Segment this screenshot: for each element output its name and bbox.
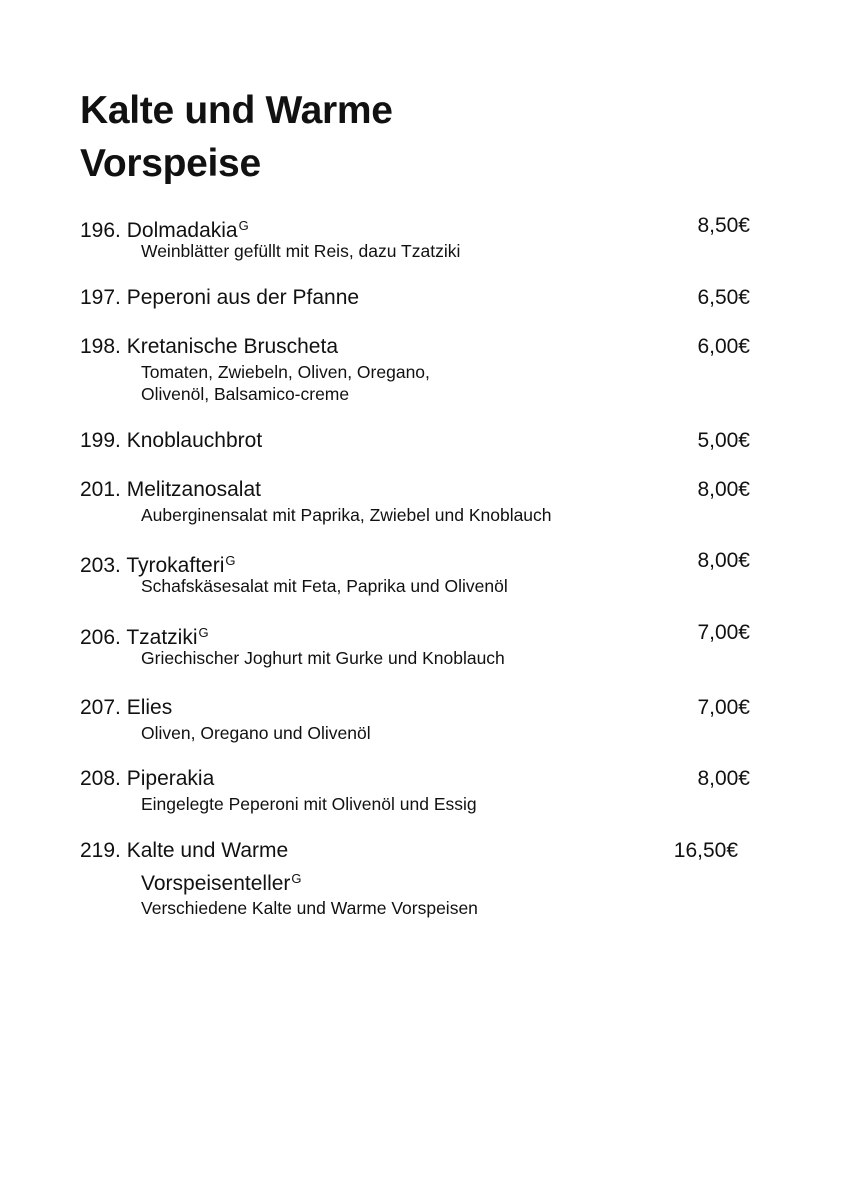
item-number: 207. xyxy=(80,696,121,719)
item-description: Oliven, Oregano und Olivenöl xyxy=(141,723,371,743)
item-title xyxy=(80,554,236,577)
item-description: Griechischer Joghurt mit Gurke und Knoblauch xyxy=(141,648,505,668)
item-number: 197. xyxy=(80,286,121,309)
item-name: Kalte und Warme xyxy=(126,839,289,862)
item-number: 208. xyxy=(80,767,121,790)
item-name: Peperoni aus der Pfanne xyxy=(126,286,360,309)
item-tag: G xyxy=(198,625,209,640)
item-price: 8,00€ xyxy=(697,767,750,790)
item-name: Tzatziki xyxy=(126,626,198,649)
item-tag: G xyxy=(225,553,236,568)
item-price: 8,00€ xyxy=(697,478,750,501)
menu-item-206 xyxy=(80,619,750,669)
item-number: 198. xyxy=(80,335,121,358)
item-name: Dolmadakia xyxy=(126,219,238,242)
menu-item-199 xyxy=(80,427,750,455)
item-description-line2: Olivenöl, Balsamico-creme xyxy=(141,384,350,404)
item-price: 7,00€ xyxy=(697,696,750,719)
item-title xyxy=(80,626,209,649)
item-title xyxy=(80,767,214,790)
item-number: 203. xyxy=(80,554,121,577)
menu-item-208 xyxy=(80,765,750,815)
item-name: Piperakia xyxy=(126,767,215,790)
item-name: Tyrokafteri xyxy=(126,554,225,577)
menu-item-196 xyxy=(80,212,750,262)
menu-item-207 xyxy=(80,694,750,744)
item-price: 8,50€ xyxy=(697,214,750,237)
item-price: 8,00€ xyxy=(697,549,750,572)
item-description: Tomaten, Zwiebeln, Oliven, Oregano, xyxy=(141,362,430,382)
menu-item-197 xyxy=(80,284,750,312)
item-number: 219. xyxy=(80,839,121,862)
item-number: 206. xyxy=(80,626,121,649)
item-title xyxy=(80,478,261,501)
menu-item-219 xyxy=(80,837,738,919)
item-name-continued xyxy=(141,865,738,897)
page-title-line1: Kalte und Warme xyxy=(80,89,393,132)
item-description: Schafskäsesalat mit Feta, Paprika und Olivenöl xyxy=(141,576,508,596)
item-number: 196. xyxy=(80,219,121,242)
item-tag: G xyxy=(238,218,249,233)
menu-item-203 xyxy=(80,547,750,597)
item-description: Weinblätter gefüllt mit Reis, dazu Tzatziki xyxy=(141,241,461,261)
item-description: Eingelegte Peperoni mit Olivenöl und Essig xyxy=(141,794,477,814)
item-name: Kretanische Bruscheta xyxy=(126,335,339,358)
item-price: 7,00€ xyxy=(697,621,750,644)
menu-item-198 xyxy=(80,333,750,405)
menu-item-201 xyxy=(80,476,750,526)
item-description: Verschiedene Kalte und Warme Vorspeisen xyxy=(141,898,478,918)
item-price: 16,50€ xyxy=(673,839,738,862)
page-title-line2: Vorspeise xyxy=(80,142,261,185)
item-title xyxy=(80,839,288,862)
item-title xyxy=(80,429,262,452)
item-name: Elies xyxy=(126,696,173,719)
page-title xyxy=(80,84,580,190)
item-price: 6,00€ xyxy=(697,335,750,358)
item-title xyxy=(80,219,249,242)
item-name-line2: Vorspeisenteller xyxy=(141,872,291,895)
item-number: 201. xyxy=(80,478,121,501)
item-title xyxy=(80,335,338,358)
item-name: Knoblauchbrot xyxy=(126,429,263,452)
item-description: Auberginensalat mit Paprika, Zwiebel und Knoblauch xyxy=(141,505,552,525)
item-title xyxy=(80,696,172,719)
item-number: 199. xyxy=(80,429,121,452)
item-price: 6,50€ xyxy=(697,286,750,309)
item-tag: G xyxy=(291,871,302,886)
item-name: Melitzanosalat xyxy=(126,478,261,501)
item-price: 5,00€ xyxy=(697,429,750,452)
item-title xyxy=(80,286,359,309)
